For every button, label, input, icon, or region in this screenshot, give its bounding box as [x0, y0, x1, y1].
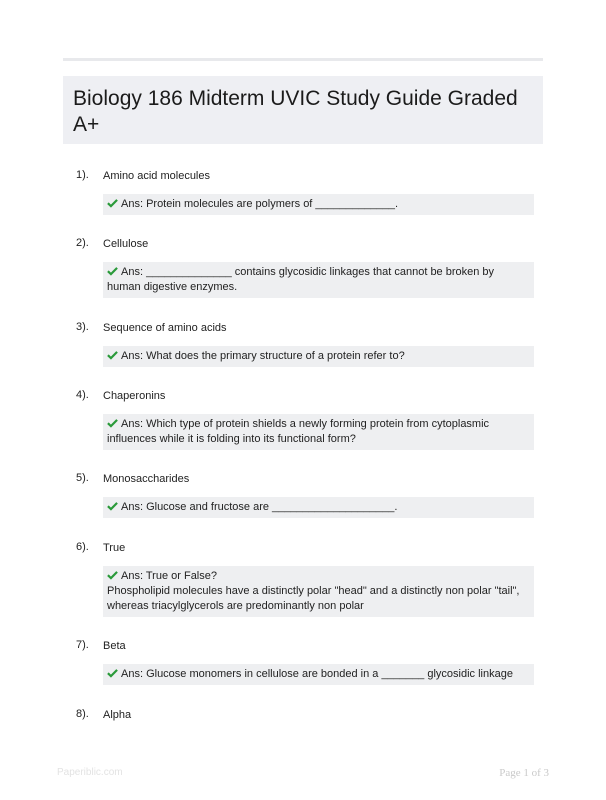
answer-box [103, 262, 534, 298]
item-term: Alpha [103, 709, 132, 721]
answer-box [103, 346, 534, 367]
footer-site-watermark: Paperiblic.com [57, 767, 123, 778]
answer-text: Ans: ______________ contains glycosidic linkages that cannot be broken by human digestive enzymes. [107, 266, 495, 293]
page-title: Biology 186 Midterm UVIC Study Guide Graded A+ [73, 87, 518, 136]
item-term: Beta [103, 640, 126, 652]
item-term: Sequence of amino acids [103, 322, 227, 334]
answer-text: Ans: Glucose monomers in cellulose are bonded in a _______ glycosidic linkage [121, 668, 513, 680]
item-term: True [103, 542, 126, 554]
item-term: Monosaccharides [103, 473, 190, 485]
page-indicator: Page 1 of 3 [499, 767, 549, 779]
checkmark-icon [107, 418, 118, 428]
item-term: Amino acid molecules [103, 170, 210, 182]
checkmark-icon [107, 350, 118, 360]
item-term: Chaperonins [103, 390, 166, 402]
item-number: 8). [76, 708, 89, 720]
answer-box [103, 497, 534, 518]
top-divider [63, 58, 543, 61]
title-banner [63, 76, 543, 144]
answer-box [103, 566, 534, 617]
answer-text: Ans: Glucose and fructose are ____________________. [121, 501, 398, 513]
checkmark-icon [107, 266, 118, 276]
checkmark-icon [107, 570, 118, 580]
item-number: 4). [76, 389, 89, 401]
answer-text: Ans: What does the primary structure of a protein refer to? [121, 350, 405, 362]
checkmark-icon [107, 198, 118, 208]
answer-detail: Phospholipid molecules have a distinctly polar "head" and a distinctly non polar "tail", whereas triacylglycerols are predominantly non polar [107, 585, 520, 612]
answer-text: Ans: Which type of protein shields a newly forming protein from cytoplasmic influences while it is folding into its functional form? [107, 418, 490, 445]
item-number: 7). [76, 639, 89, 651]
item-number: 3). [76, 321, 89, 333]
item-number: 1). [76, 169, 89, 181]
item-term: Cellulose [103, 238, 149, 250]
item-number: 6). [76, 541, 89, 553]
answer-box [103, 414, 534, 450]
answer-text: Ans: True or False? [121, 570, 217, 582]
answer-box [103, 194, 534, 215]
checkmark-icon [107, 668, 118, 678]
checkmark-icon [107, 501, 118, 511]
item-number: 5). [76, 472, 89, 484]
answer-text: Ans: Protein molecules are polymers of _____________. [121, 198, 399, 210]
item-number: 2). [76, 237, 89, 249]
answer-box [103, 664, 534, 685]
